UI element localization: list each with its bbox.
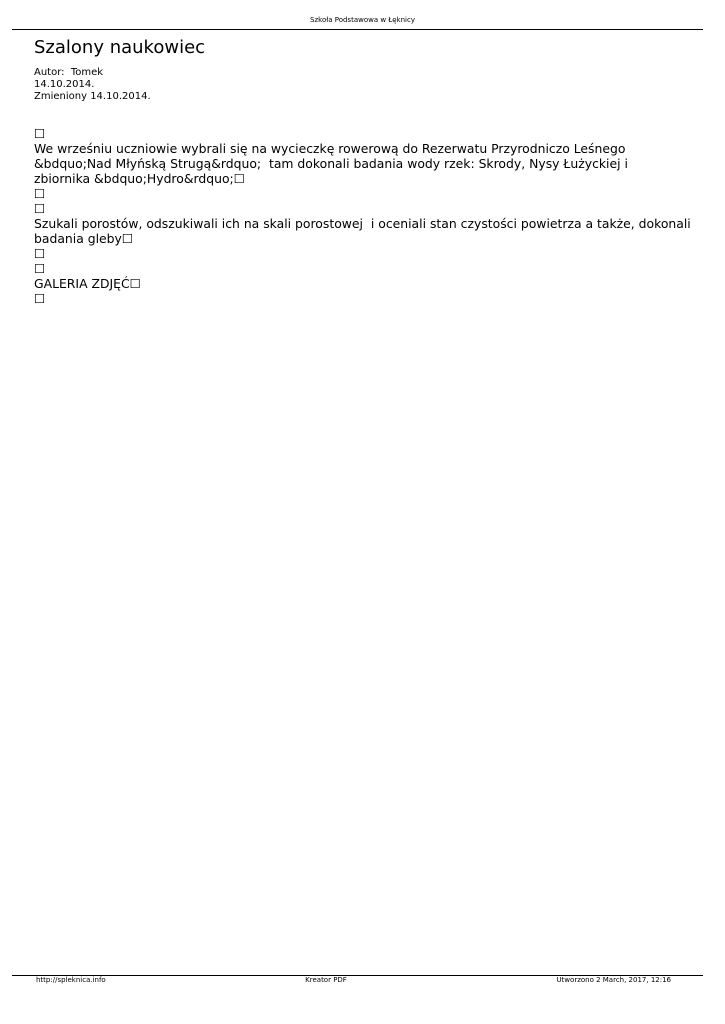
body-line-box: ☐ [34,246,46,261]
footer-generator: Kreator PDF [305,976,347,984]
footer-created: Utworzono 2 March, 2017, 12:16 [556,976,671,984]
body-line-paragraph-2a: Szukali porostów, odszukiwali ich na skali porostowej i oceniali stan czystości powietrza a także, dokonali [34,216,691,231]
article-body [34,126,694,306]
page-footer [36,976,671,985]
body-line-box: ☐ [34,291,46,306]
body-line-box: ☐ [34,126,46,141]
page-header: Szkoła Podstawowa w Łęknicy [310,16,415,24]
article-title: Szalony naukowiec [34,37,206,58]
author-line: Autor: Tomek [34,67,104,78]
body-line-paragraph-1a: We wrześniu uczniowie wybrali się na wycieczkę rowerową do Rezerwatu Przyrodniczo Leśnego [34,141,626,156]
publish-date: 14.10.2014. [34,79,95,90]
body-line-box: ☐ [34,261,46,276]
body-line-box: ☐ [34,201,46,216]
gallery-heading: GALERIA ZDJĘĆ☐ [34,276,141,291]
footer-url: http://spleknica.info [36,976,106,984]
article-meta [34,67,151,103]
body-line-paragraph-1c: zbiornika &bdquo;Hydro&rdquo;☐ [34,171,245,186]
body-line-paragraph-2b: badania gleby☐ [34,231,133,246]
modified-date: Zmieniony 14.10.2014. [34,91,151,102]
body-line-paragraph-1b: &bdquo;Nad Młyńską Strugą&rdquo; tam dokonali badania wody rzek: Skrody, Nysy Łużyckiej i [34,156,628,171]
header-divider [12,29,703,30]
body-line-box: ☐ [34,186,46,201]
